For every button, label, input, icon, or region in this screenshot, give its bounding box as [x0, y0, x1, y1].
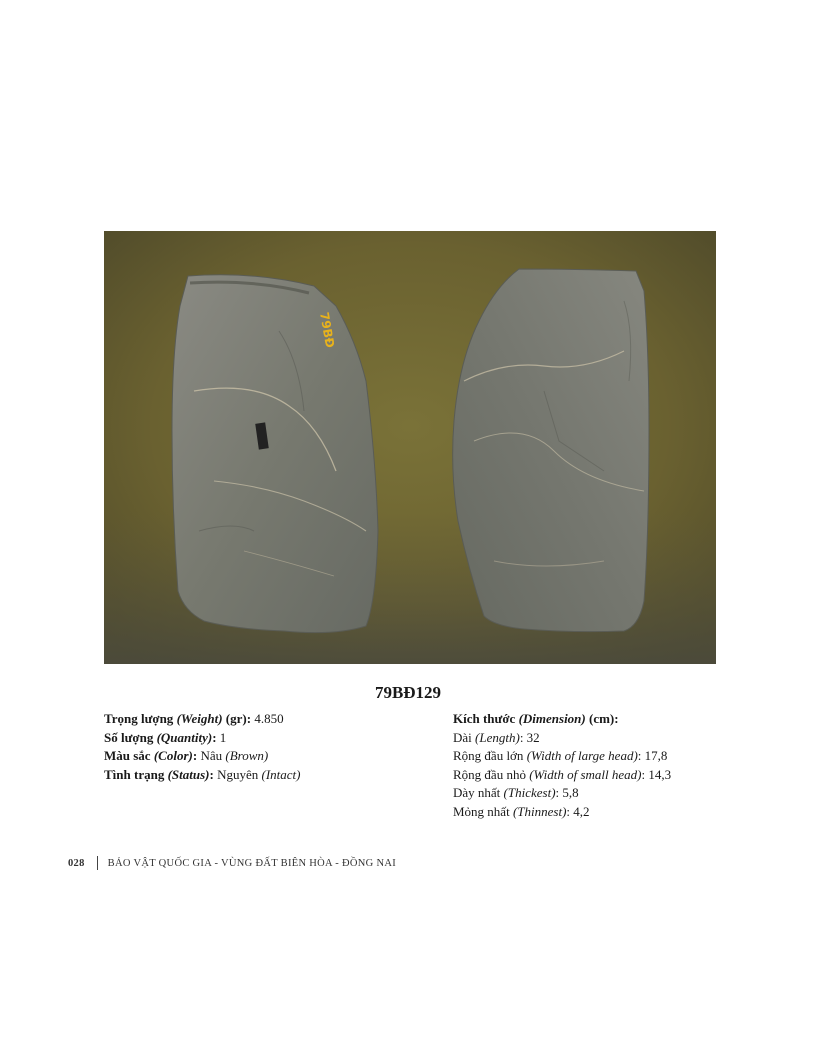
length-label-en: (Length) — [475, 729, 520, 745]
weight-value: 4.850 — [251, 711, 284, 726]
footer-divider — [97, 856, 98, 870]
properties-column — [104, 710, 424, 784]
quantity-label-en: (Quantity) — [156, 729, 213, 745]
artifact-photo-svg — [104, 231, 716, 664]
quantity-colon: : — [212, 729, 217, 745]
dimensions-heading — [453, 710, 743, 729]
thinnest-label: Mỏng nhất — [453, 803, 513, 819]
status-value: Nguyên — [213, 766, 262, 782]
status-label-en: (Status) — [167, 766, 210, 782]
weight-unit: (gr): — [222, 711, 252, 726]
page-footer — [68, 855, 396, 871]
color-row — [104, 747, 424, 766]
status-colon: : — [209, 766, 214, 782]
small-head-width-value: : 14,3 — [641, 766, 672, 782]
thinnest-label-en: (Thinnest) — [512, 803, 567, 819]
status-row — [104, 766, 424, 785]
thickest-label-en: (Thickest) — [503, 785, 556, 801]
thinnest-value: : 4,2 — [566, 803, 590, 819]
dimensions-heading-unit: (cm): — [585, 711, 619, 726]
length-row — [453, 729, 743, 748]
small-head-width-label-en: (Width of small head) — [529, 766, 642, 782]
thickest-row — [453, 784, 743, 803]
artifact-code: 79BĐ129 — [374, 683, 442, 702]
color-label-en: (Color) — [153, 748, 193, 764]
stone-view-front — [172, 275, 378, 633]
weight-row — [104, 710, 424, 729]
quantity-value: 1 — [216, 729, 227, 745]
color-colon: : — [192, 748, 198, 764]
weight-label-en: (Weight) — [176, 711, 223, 726]
status-value-en: (Intact) — [261, 766, 301, 782]
artifact-photo — [104, 231, 716, 664]
length-label: Dài — [453, 729, 476, 745]
status-label: Tình trạng — [104, 766, 168, 782]
large-head-width-label-en: (Width of large head) — [526, 748, 638, 764]
length-value: : 32 — [519, 729, 540, 745]
color-label: Màu sắc — [104, 748, 154, 764]
large-head-width-row — [453, 747, 743, 766]
thickest-value: : 5,8 — [555, 785, 579, 801]
color-value-en: (Brown) — [225, 748, 269, 764]
page-number: 028 — [68, 857, 85, 869]
stone-view-back — [453, 269, 649, 632]
small-head-width-label: Rộng đầu nhỏ — [453, 766, 530, 782]
dimensions-heading-vi: Kích thước — [453, 711, 519, 726]
small-head-width-row — [453, 766, 743, 785]
quantity-label: Số lượng — [104, 729, 157, 745]
thickest-label: Dày nhất — [453, 785, 504, 801]
large-head-width-value: : 17,8 — [637, 748, 668, 764]
dimensions-heading-en: (Dimension) — [518, 711, 586, 726]
stone-ink-label: 79BĐ — [317, 311, 338, 349]
color-value: Nâu — [197, 748, 226, 764]
book-title: BẢO VẬT QUỐC GIA - VÙNG ĐẤT BIÊN HÒA - ĐỒNG NAI — [107, 857, 397, 869]
weight-label: Trọng lượng — [104, 711, 177, 726]
quantity-row — [104, 729, 424, 748]
thinnest-row — [453, 803, 743, 822]
dimensions-column — [453, 710, 743, 822]
large-head-width-label: Rộng đầu lớn — [453, 748, 527, 764]
